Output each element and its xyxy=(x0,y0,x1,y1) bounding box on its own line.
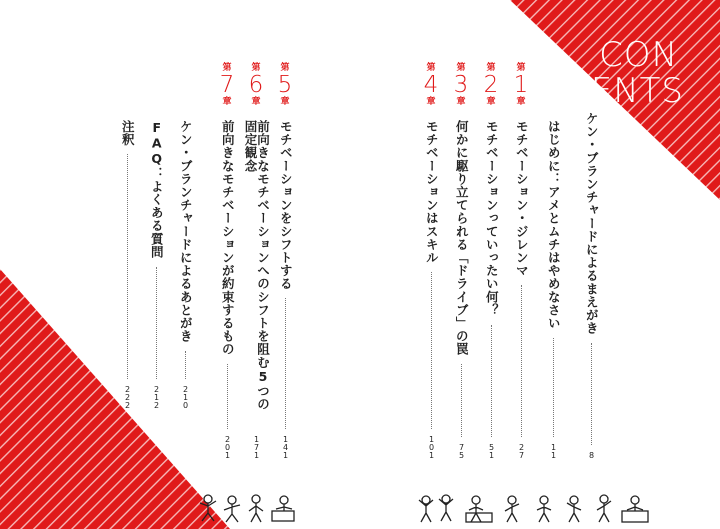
toc-entry[interactable] xyxy=(114,64,140,409)
chapter-number: 5 xyxy=(277,72,293,98)
dot-leader xyxy=(227,364,228,429)
page-number: 51 xyxy=(487,443,496,459)
stick-figures-illustration-right xyxy=(416,491,656,525)
chapter-number: 7 xyxy=(219,72,235,98)
page-number: 75 xyxy=(457,443,466,459)
entry-title: ケン・ブランチャードによるまえがき xyxy=(584,112,600,335)
chapter-label: 第 7 章 xyxy=(219,63,235,107)
chapter-label: 第 1 章 xyxy=(513,63,529,107)
contents-title-line2: TENTS xyxy=(568,71,684,111)
dot-leader xyxy=(521,285,522,437)
chapter-label: 第 3 章 xyxy=(453,63,469,107)
toc-entry-chapter-3[interactable] xyxy=(448,64,474,459)
toc-entry-chapter-5[interactable] xyxy=(272,64,298,459)
toc-entry[interactable] xyxy=(578,64,604,459)
chapter-number: 6 xyxy=(248,72,264,98)
dot-leader xyxy=(431,272,432,429)
dot-leader xyxy=(285,298,286,429)
chapter-number: 1 xyxy=(513,72,529,98)
entry-title: 前向きなモチベーションが約束するもの xyxy=(220,120,236,356)
page-number: 210 xyxy=(181,385,190,409)
dot-leader xyxy=(127,154,128,379)
dot-leader xyxy=(591,343,592,445)
chapter-label: 第 4 章 xyxy=(423,63,439,107)
entry-title: モチベーションっていったい何？ xyxy=(484,120,500,317)
page-number: 8 xyxy=(587,451,596,459)
toc-entry-chapter-1[interactable] xyxy=(508,64,534,459)
chapter-number: 2 xyxy=(483,72,499,98)
entry-title: はじめに：アメとムチはやめなさい xyxy=(546,120,562,330)
toc-entry-chapter-2[interactable] xyxy=(478,64,504,459)
page-number: 171 xyxy=(252,435,261,459)
page-number: 11 xyxy=(549,443,558,459)
entry-title: 注釈 xyxy=(120,120,136,147)
entry-title: モチベーションはスキル xyxy=(424,120,440,265)
chapter-label: 第 2 章 xyxy=(483,63,499,107)
toc-entry-chapter-4[interactable] xyxy=(418,64,444,459)
dot-leader xyxy=(185,351,186,379)
entry-title: FAQ：よくある質問 xyxy=(149,120,165,259)
page-number: 212 xyxy=(152,385,161,409)
page-number: 141 xyxy=(281,435,290,459)
page-number: 101 xyxy=(427,435,436,459)
toc-entry-chapter-7[interactable] xyxy=(214,64,240,459)
toc-entry[interactable] xyxy=(540,64,566,459)
dot-leader xyxy=(461,364,462,437)
toc-entry-chapter-6[interactable] xyxy=(243,64,269,459)
page-number: 201 xyxy=(223,435,232,459)
page-number: 27 xyxy=(517,443,526,459)
entry-title: 何かに駆り立てられる「ドライブ」の罠 xyxy=(454,120,470,356)
chapter-number: 3 xyxy=(453,72,469,98)
dot-leader xyxy=(156,267,157,380)
entry-title: 前向きなモチベーションへのシフトを阻む5つの固定観念 xyxy=(243,120,271,411)
stick-figures-illustration-left xyxy=(196,491,316,525)
toc-entry[interactable] xyxy=(172,64,198,409)
entry-title: モチベーション・ジレンマ xyxy=(514,120,530,278)
chapter-label: 第 6 章 xyxy=(248,63,264,107)
page-number: 222 xyxy=(123,385,132,409)
dot-leader xyxy=(491,325,492,438)
dot-leader xyxy=(553,338,554,437)
entry-title: モチベーションをシフトする xyxy=(278,120,294,291)
chapter-number: 4 xyxy=(423,72,439,98)
chapter-label: 第 5 章 xyxy=(277,63,293,107)
contents-title-line1: CON xyxy=(599,35,678,75)
entry-title: ケン・ブランチャードによるあとがき xyxy=(178,120,194,343)
toc-entry[interactable] xyxy=(143,64,169,409)
